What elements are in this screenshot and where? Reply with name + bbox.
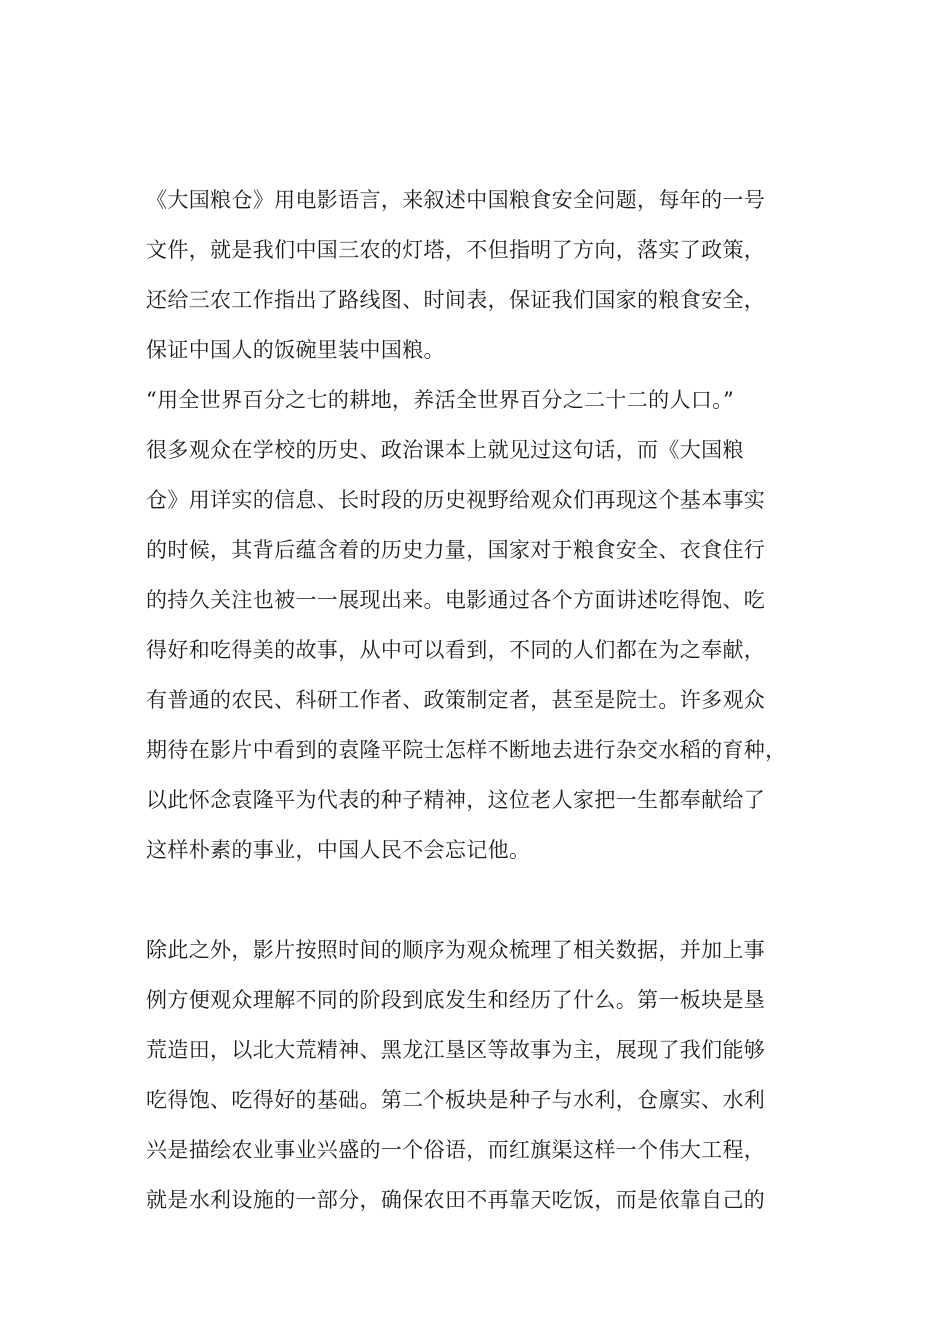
text-line: 还给三农工作指出了路线图、时间表，保证我们国家的粮食安全， bbox=[146, 288, 766, 312]
text-line: 除此之外，影片按照时间的顺序为观众梳理了相关数据，并加上事 bbox=[146, 938, 766, 962]
text-line: 有普通的农民、科研工作者、政策制定者，甚至是院士。许多观众 bbox=[146, 688, 766, 712]
text-line: 期待在影片中看到的袁隆平院士怎样不断地去进行杂交水稻的育种， bbox=[146, 738, 787, 762]
text-line: 吃得饱、吃得好的基础。第二个板块是种子与水利，仓廪实、水利 bbox=[146, 1088, 766, 1112]
text-line: 以此怀念袁隆平为代表的种子精神，这位老人家把一生都奉献给了 bbox=[146, 788, 766, 812]
text-line: 《大国粮仓》用电影语言，来叙述中国粮食安全问题，每年的一号 bbox=[146, 188, 766, 212]
text-line: 例方便观众理解不同的阶段到底发生和经历了什么。第一板块是垦 bbox=[146, 988, 766, 1012]
text-line: 得好和吃得美的故事，从中可以看到，不同的人们都在为之奉献， bbox=[146, 638, 766, 662]
text-line: 兴是描绘农业事业兴盛的一个俗语，而红旗渠这样一个伟大工程， bbox=[146, 1138, 766, 1162]
text-line: “用全世界百分之七的耕地，养活全世界百分之二十二的人口。” bbox=[146, 388, 735, 412]
text-line: 这样朴素的事业，中国人民不会忘记他。 bbox=[146, 838, 531, 862]
text-line: 仓》用详实的信息、长时段的历史视野给观众们再现这个基本事实 bbox=[146, 488, 766, 512]
text-line: 就是水利设施的一部分，确保农田不再靠天吃饭，而是依靠自己的 bbox=[146, 1188, 766, 1212]
text-line: 保证中国人的饭碗里装中国粮。 bbox=[146, 338, 445, 362]
text-line: 文件，就是我们中国三农的灯塔，不但指明了方向，落实了政策， bbox=[146, 238, 766, 262]
text-line: 的时候，其背后蕴含着的历史力量，国家对于粮食安全、衣食住行 bbox=[146, 538, 766, 562]
text-line: 的持久关注也被一一展现出来。电影通过各个方面讲述吃得饱、吃 bbox=[146, 588, 766, 612]
text-line: 荒造田，以北大荒精神、黑龙江垦区等故事为主，展现了我们能够 bbox=[146, 1038, 766, 1062]
text-line: 很多观众在学校的历史、政治课本上就见过这句话，而《大国粮 bbox=[146, 438, 744, 462]
